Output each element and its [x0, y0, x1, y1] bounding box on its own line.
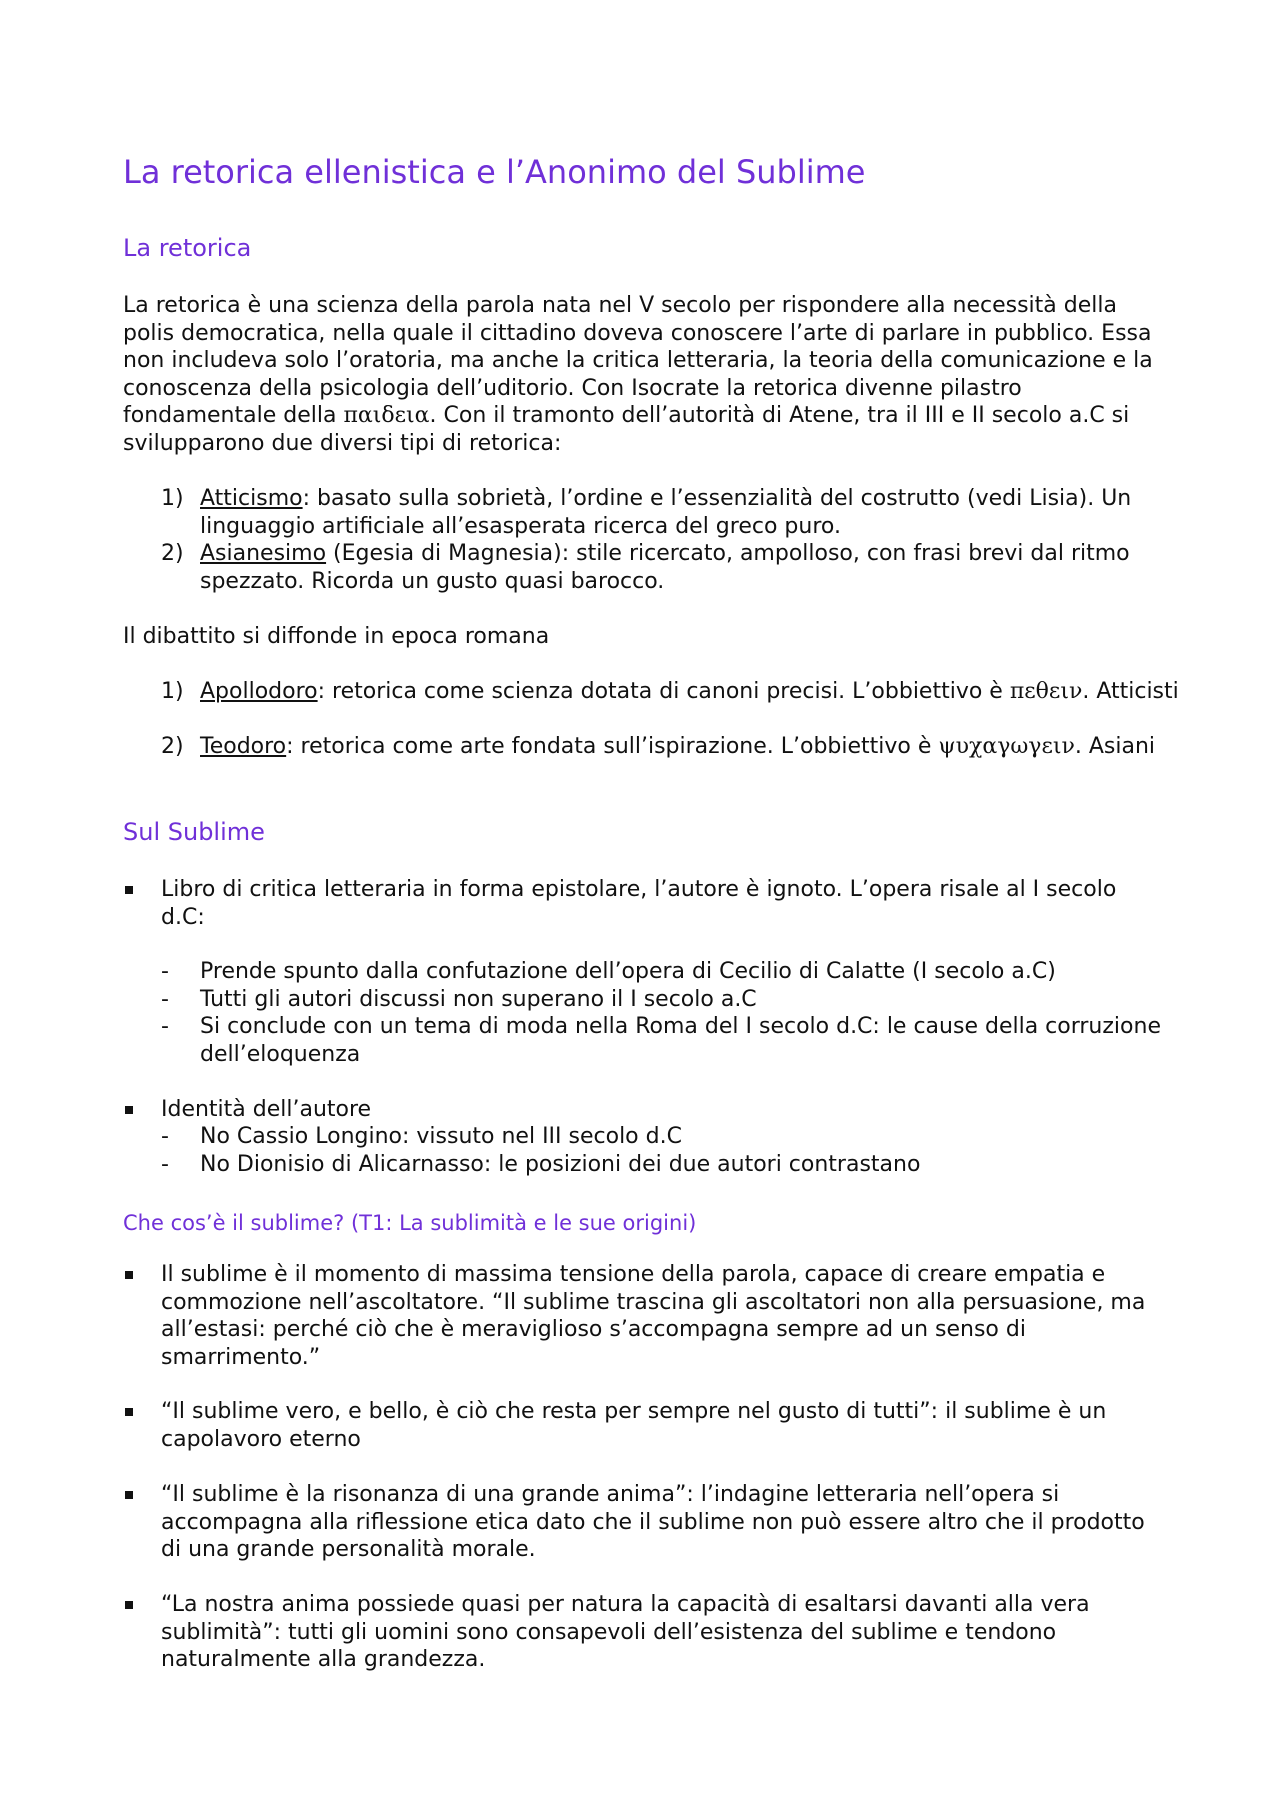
- term-asianesimo: Asianesimo: [200, 541, 327, 566]
- intro-text-a: La retorica è una scienza della parola nata nel V secolo per rispondere alla necessità della polis democratica, nella quale il cittadino doveva conoscere l’arte di parlare in pubblico. Essa non includeva solo l’oratoria, ma anche la critica letteraria, la teoria della comunicazione e la conoscenza della psicologia dell’uditorio. Con Isocrate la retorica divenne pilastro fondamentale della: [123, 293, 1153, 428]
- bullet-text: “Il sublime è la risonanza di una grande anima”: l’indagine letteraria nell’opera si accompagna alla riflessione etica dato che il sublime non può essere altro che il prodotto di una grande personalità morale.: [161, 1482, 1145, 1562]
- heading-sul-sublime: Sul Sublime: [123, 818, 265, 846]
- term-atticismo: Atticismo: [200, 486, 303, 511]
- greek-word-paideia: παιδεια: [343, 403, 430, 428]
- list-number: 1): [161, 486, 184, 511]
- square-bullet-icon: [123, 876, 133, 904]
- bullet-text: “Il sublime vero, e bello, è ciò che resta per sempre nel gusto di tutti”: il sublime è un capolavoro eterno: [161, 1399, 1107, 1452]
- square-bullet-icon: [123, 1261, 133, 1289]
- term-apollodoro: Apollodoro: [200, 679, 318, 704]
- bullet-text: Identità dell’autore: [161, 1097, 372, 1122]
- greek-word-pethein: πεθειν: [1009, 679, 1083, 704]
- dash-marker: -: [161, 987, 169, 1012]
- intro-text-b: . Con il tramonto dell’autorità di Atene, tra il III e II secolo a.C si svilupparono due diversi tipi di retorica:: [123, 403, 1130, 456]
- bullet-text: Il sublime è il momento di massima tensione della parola, capace di creare empatia e commozione nell’ascoltatore. “Il sublime trascina gli ascoltatori non alla persuasione, ma all’estasi: perché ciò che è meraviglioso s’accompagna sempre ad un senso di smarrimento.”: [161, 1262, 1146, 1370]
- bullet-text: Libro di critica letteraria in forma epistolare, l’autore è ignoto. L’opera risale al I secolo d.C:: [161, 877, 1117, 930]
- list-number: 2): [161, 734, 184, 759]
- dash-marker: -: [161, 1152, 169, 1177]
- dash-text: Tutti gli autori discussi non superano il I secolo a.C: [200, 987, 757, 1012]
- dash-marker: -: [161, 1124, 169, 1149]
- dash-text: Prende spunto dalla confutazione dell’opera di Cecilio di Calatte (I secolo a.C): [200, 959, 1056, 984]
- list-text: : basato sulla sobrietà, l’ordine e l’essenzialità del costrutto (vedi Lisia). Un linguaggio artificiale all’esasperata ricerca del greco puro.: [200, 486, 1132, 539]
- dash-text: No Cassio Longino: vissuto nel III secolo d.C: [200, 1124, 682, 1149]
- list-text: (Egesia di Magnesia): stile ricercato, ampolloso, con frasi brevi dal ritmo spezzato. Ricorda un gusto quasi barocco.: [200, 541, 1130, 594]
- dash-marker: -: [161, 1014, 169, 1039]
- list-tail: . Atticisti: [1082, 679, 1179, 704]
- dash-text: Si conclude con un tema di moda nella Roma del I secolo d.C: le cause della corruzione dell’eloquenza: [200, 1014, 1161, 1067]
- list-tail: . Asiani: [1074, 734, 1156, 759]
- paragraph-intro: [123, 292, 1163, 457]
- list-text: : retorica come scienza dotata di canoni precisi. L’obbiettivo è: [317, 679, 1010, 704]
- paragraph-dibattito: Il dibattito si diffonde in epoca romana: [123, 624, 550, 649]
- term-teodoro: Teodoro: [200, 734, 287, 759]
- dash-text: No Dionisio di Alicarnasso: le posizioni dei due autori contrastano: [200, 1152, 921, 1177]
- square-bullet-icon: [123, 1398, 133, 1426]
- page-title: La retorica ellenistica e l’Anonimo del Sublime: [123, 153, 866, 191]
- list-number: 1): [161, 679, 184, 704]
- list-text: : retorica come arte fondata sull’ispirazione. L’obbiettivo è: [286, 734, 939, 759]
- list-number: 2): [161, 541, 184, 566]
- dash-marker: -: [161, 959, 169, 984]
- bullet-text: “La nostra anima possiede quasi per natura la capacità di esaltarsi davanti alla vera sublimità”: tutti gli uomini sono consapevoli dell’esistenza del sublime e tendono naturalmente alla grandezza.: [161, 1592, 1090, 1672]
- heading-che-cose-sublime: Che cos’è il sublime? (T1: La sublimità e le sue origini): [123, 1211, 697, 1235]
- square-bullet-icon: [123, 1481, 133, 1509]
- heading-retorica: La retorica: [123, 234, 252, 262]
- square-bullet-icon: [123, 1096, 133, 1124]
- square-bullet-icon: [123, 1591, 133, 1619]
- greek-word-psychagogein: ψυχαγωγειν: [938, 734, 1075, 759]
